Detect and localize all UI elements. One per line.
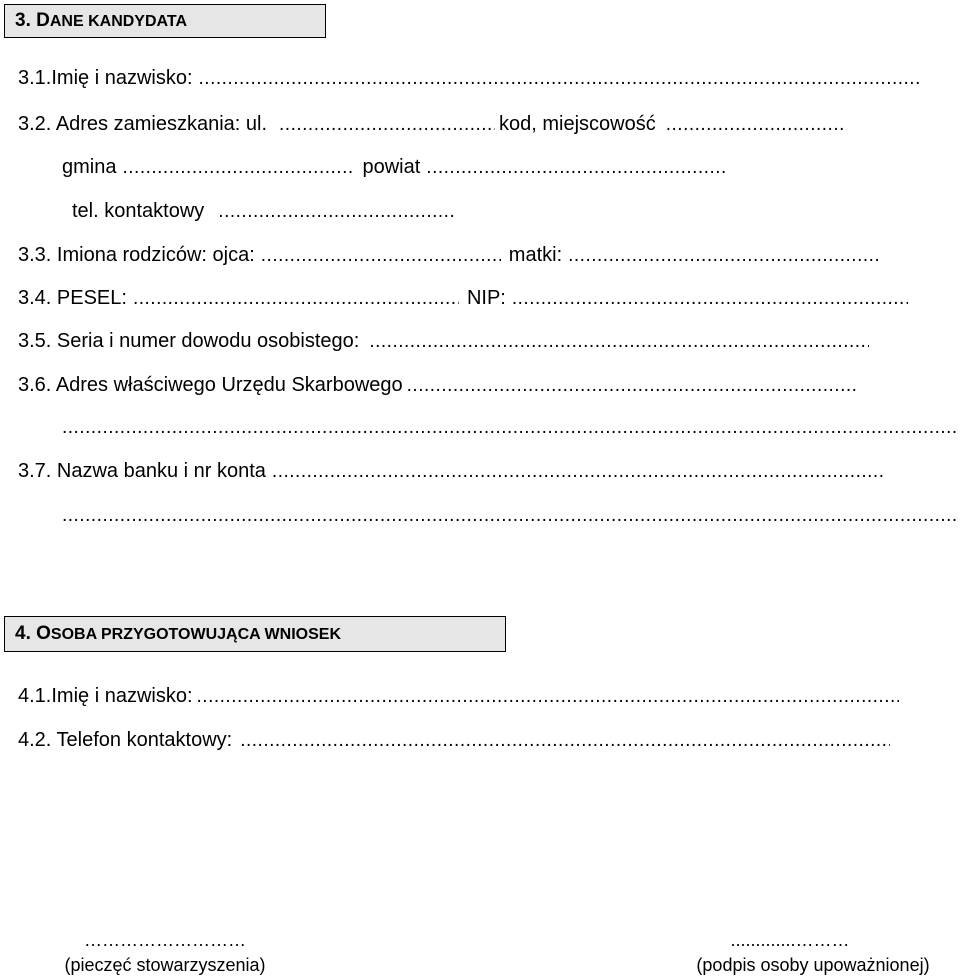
field-gmina-label: gmina xyxy=(62,156,117,178)
field-tel-dots xyxy=(218,200,456,224)
field-gmina-powiat[interactable] xyxy=(62,155,958,180)
section-3-title-rest: ANE KANDYDATA xyxy=(49,13,188,30)
field-3-2-city-label: kod, miejscowość xyxy=(499,113,656,135)
section-3-header xyxy=(4,4,326,38)
field-3-2[interactable] xyxy=(18,112,958,137)
field-3-6-continuation[interactable] xyxy=(62,416,958,440)
section-4-header xyxy=(4,616,506,652)
field-3-3[interactable] xyxy=(18,243,958,268)
field-3-2-street-dots xyxy=(279,113,495,137)
field-3-3-mother-dots xyxy=(568,244,878,268)
field-3-7-continuation-dots xyxy=(62,504,956,528)
field-3-4-nip-dots xyxy=(512,287,908,311)
field-3-7-continuation[interactable] xyxy=(62,504,958,528)
field-3-4-pesel-dots xyxy=(133,287,459,311)
field-powiat-label: powiat xyxy=(362,156,421,178)
field-3-5[interactable] xyxy=(18,329,958,354)
field-3-4[interactable] xyxy=(18,286,958,311)
field-3-7[interactable] xyxy=(18,459,958,484)
field-4-2-label: 4.2. Telefon kontaktowy: xyxy=(18,729,233,751)
section-4-title-first: 4. O xyxy=(15,623,51,644)
field-tel-label: tel. kontaktowy xyxy=(72,200,205,222)
stamp-dots: ……………………… xyxy=(84,930,246,950)
field-3-1[interactable] xyxy=(18,66,958,91)
section-4-title-rest: SOBA PRZYGOTOWUJĄCA WNIOSEK xyxy=(50,626,341,643)
field-3-7-dots xyxy=(272,460,886,484)
field-3-5-label: 3.5. Seria i numer dowodu osobistego: xyxy=(18,330,360,352)
field-gmina-dots xyxy=(122,156,354,180)
field-3-6-label: 3.6. Adres właściwego Urzędu Skarbowego xyxy=(18,374,403,396)
field-3-2-label: 3.2. Adres zamieszkania: ul. xyxy=(18,113,268,135)
field-3-5-dots xyxy=(369,330,869,354)
field-powiat-dots xyxy=(426,156,726,180)
field-3-6-dots xyxy=(407,374,857,398)
field-3-3-father-dots xyxy=(261,244,501,268)
field-4-2[interactable] xyxy=(18,728,958,753)
field-4-1-dots xyxy=(197,685,899,709)
field-3-3-label: 3.3. Imiona rodziców: ojca: xyxy=(18,244,255,266)
field-3-6-continuation-dots xyxy=(62,416,956,440)
field-3-2-city-dots xyxy=(666,113,844,137)
field-3-7-label: 3.7. Nazwa banku i nr konta xyxy=(18,460,266,482)
field-3-6[interactable] xyxy=(18,373,958,398)
stamp-label: (pieczęć stowarzyszenia) xyxy=(64,955,266,975)
field-4-1[interactable] xyxy=(18,684,958,709)
field-tel[interactable] xyxy=(72,199,958,224)
section-3-title-first: 3. D xyxy=(15,10,50,31)
signature-dots: .............……… xyxy=(730,930,850,950)
field-3-1-dots xyxy=(199,67,919,91)
field-3-4-nip-label: NIP: xyxy=(466,287,506,309)
field-3-4-label: 3.4. PESEL: xyxy=(18,287,127,309)
field-4-1-label: 4.1.Imię i nazwisko: xyxy=(18,685,193,707)
field-3-1-label: 3.1.Imię i nazwisko: xyxy=(18,67,193,89)
signature-label: (podpis osoby upoważnionej) xyxy=(696,955,930,975)
field-3-3-mother-label: matki: xyxy=(508,244,563,266)
field-4-2-dots xyxy=(240,729,890,753)
